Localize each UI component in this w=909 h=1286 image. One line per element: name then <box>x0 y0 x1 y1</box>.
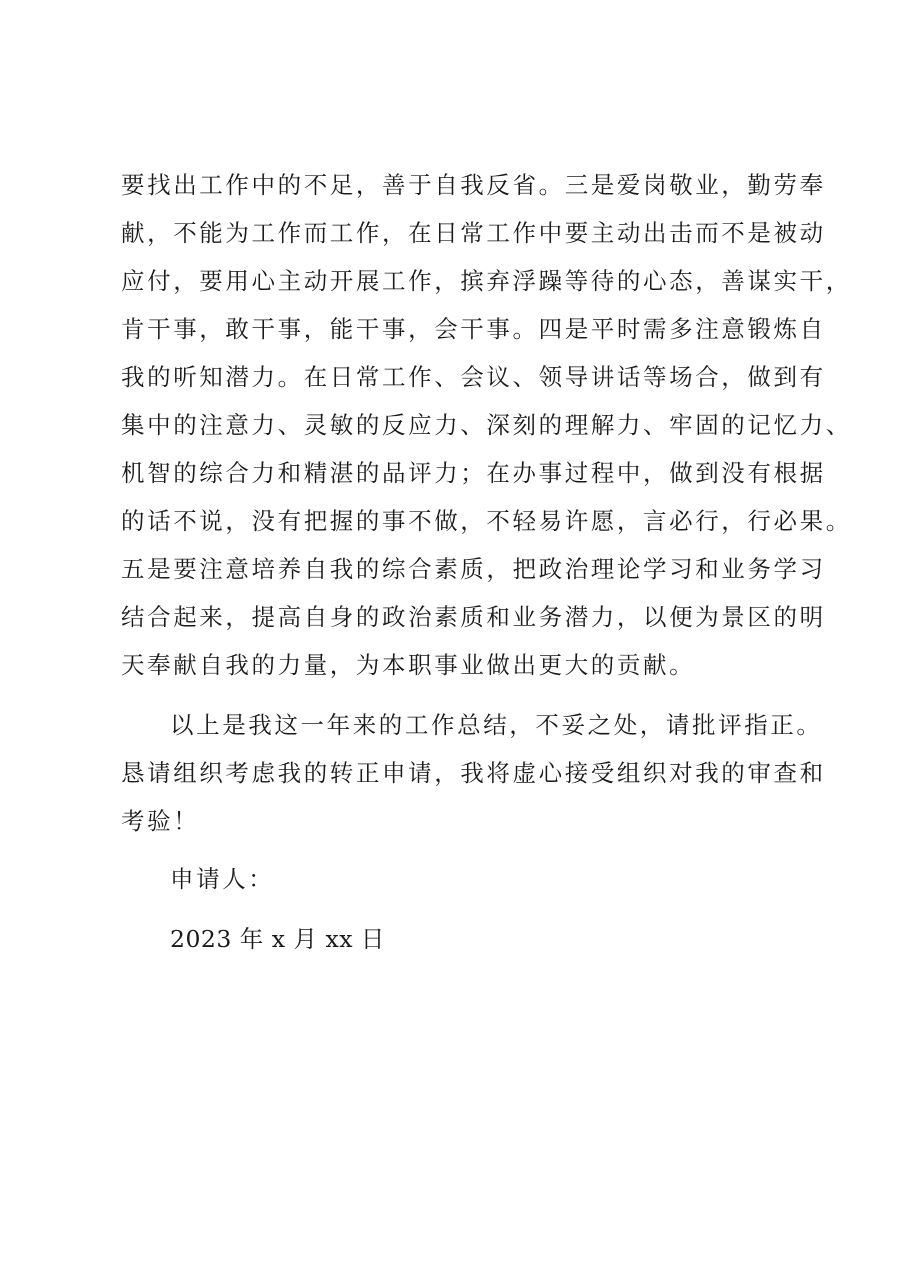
closing-line: 恳请组织考虑我的转正申请，我将虚心接受组织对我的审查和 <box>121 759 826 787</box>
body-line: 五是要注意培养自我的综合素质，把政治理论学习和业务学习 <box>121 555 826 583</box>
body-line: 要找出工作中的不足，善于自我反省。三是爱岗敬业，勤劳奉 <box>121 171 826 199</box>
body-line: 我的听知潜力。在日常工作、会议、领导讲话等场合，做到有 <box>121 363 826 391</box>
body-line: 肯干事，敢干事，能干事，会干事。四是平时需多注意锻炼自 <box>121 315 826 343</box>
body-line: 天奉献自我的力量，为本职事业做出更大的贡献。 <box>121 651 696 679</box>
signature-label: 申请人： <box>170 865 275 893</box>
body-line: 结合起来，提高自身的政治素质和业务潜力，以便为景区的明 <box>121 603 826 631</box>
body-line: 献，不能为工作而工作，在日常工作中要主动出击而不是被动 <box>121 219 826 247</box>
body-line: 应付，要用心主动开展工作，摈弃浮躁等待的心态，善谋实干， <box>121 267 852 295</box>
closing-line: 以上是我这一年来的工作总结，不妥之处，请批评指正。 <box>170 711 823 739</box>
signature-date: 2023 年 x 月 xx 日 <box>170 925 385 953</box>
body-line: 机智的综合力和精湛的品评力；在办事过程中，做到没有根据 <box>121 459 826 487</box>
closing-line: 考验！ <box>121 807 200 835</box>
body-line: 的话不说，没有把握的事不做，不轻易许愿，言必行，行必果。 <box>121 507 852 535</box>
body-line: 集中的注意力、灵敏的反应力、深刻的理解力、牢固的记忆力、 <box>121 411 852 439</box>
